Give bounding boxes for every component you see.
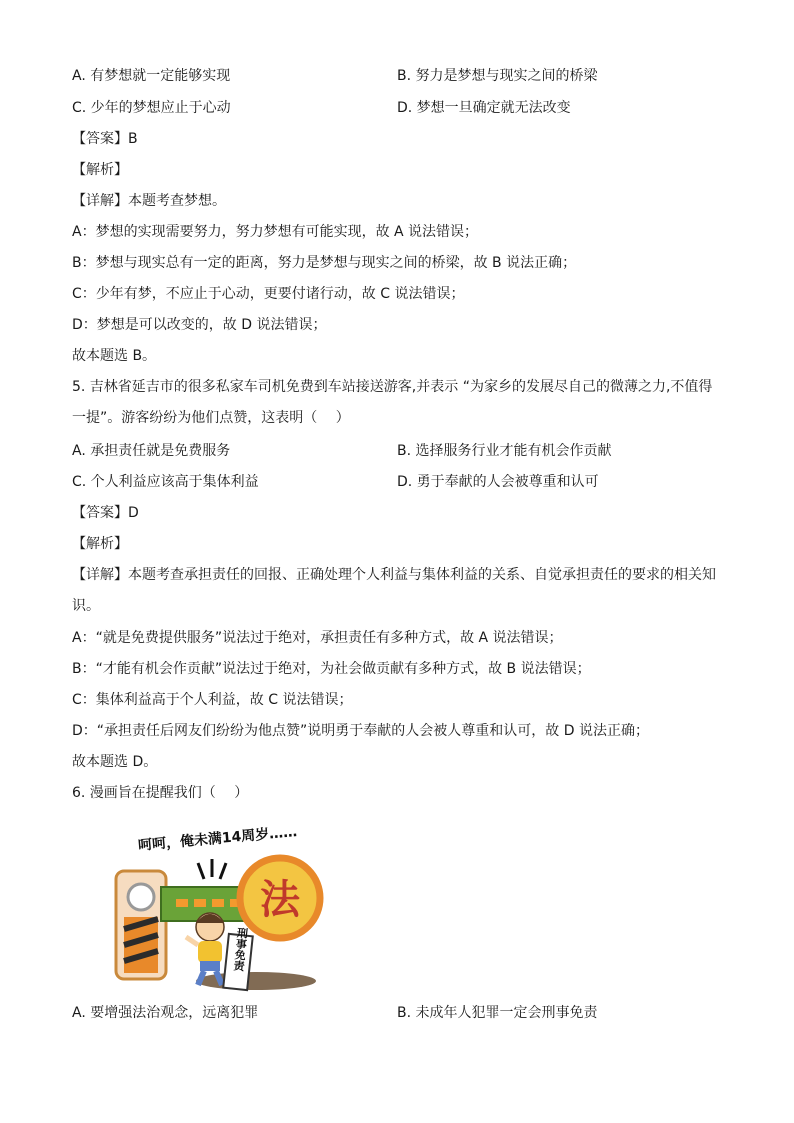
q4-detail: 【详解】本题考查梦想。: [72, 193, 226, 209]
q5-answer: 【答案】D: [72, 505, 139, 521]
q5-explanation-d: D：“承担责任后网友们纷纷为他点赞”说明勇于奉献的人会被人尊重和认可，故 D 说法正确；: [72, 723, 649, 739]
immunity-sign-text: 刑事免责: [231, 926, 250, 972]
q6-option-a: A. 要增强法治观念，远离犯罪: [72, 1005, 259, 1021]
boy-figure: [186, 913, 224, 985]
q5-conclusion: 故本题选 D。: [72, 754, 158, 770]
ground-shadow: [196, 972, 316, 990]
cartoon-caption: 呵呵，俺未满14周岁……: [137, 824, 298, 854]
q5-stem: 5. 吉林省延吉市的很多私家车司机免费到车站接送游客,并表示 “为家乡的发展尽自己的微薄之力,不值得一提”。游客纷纷为他们点赞，这表明（ ）: [72, 379, 713, 426]
q5-option-c: C. 个人利益应该高于集体利益: [72, 474, 259, 490]
q5-option-a: A. 承担责任就是免费服务: [72, 443, 231, 459]
immunity-sign: [223, 925, 253, 990]
q5-analysis-heading: 【解析】: [72, 536, 128, 552]
q4-option-a: A. 有梦想就一定能够实现: [72, 68, 231, 84]
q5-detail: 【详解】本题考查承担责任的回报、正确处理个人利益与集体利益的关系、自觉承担责任的要求的相关知识。: [72, 567, 716, 614]
law-emblem-character: 法: [260, 876, 300, 923]
q4-option-d: D. 梦想一旦确定就无法改变: [397, 100, 571, 116]
law-cartoon-illustration: [106, 813, 334, 993]
q5-explanation-a: A：“就是免费提供服务”说法过于绝对，承担责任有多种方式，故 A 说法错误；: [72, 630, 563, 646]
q5-option-b: B. 选择服务行业才能有机会作贡献: [397, 443, 612, 459]
q4-explanation-c: C：少年有梦，不应止于心动，更要付诸行动，故 C 说法错误；: [72, 286, 465, 302]
q6-option-b: B. 未成年人犯罪一定会刑事免责: [397, 1005, 598, 1021]
surprise-lines: [198, 859, 226, 879]
gate-post-lamp: [128, 884, 154, 910]
q4-explanation-a: A：梦想的实现需要努力，努力梦想有可能实现，故 A 说法错误；: [72, 224, 479, 240]
q6-stem: 6. 漫画旨在提醒我们（ ）: [72, 785, 249, 801]
q5-option-d: D. 勇于奉献的人会被尊重和认可: [397, 474, 599, 490]
q4-explanation-d: D：梦想是可以改变的，故 D 说法错误；: [72, 317, 327, 333]
q4-analysis-heading: 【解析】: [72, 162, 128, 178]
q4-conclusion: 故本题选 B。: [72, 348, 157, 364]
q5-explanation-b: B：“才能有机会作贡献”说法过于绝对，为社会做贡献有多种方式，故 B 说法错误；: [72, 661, 591, 677]
q4-option-c: C. 少年的梦想应止于心动: [72, 100, 231, 116]
q4-option-b: B. 努力是梦想与现实之间的桥梁: [397, 68, 598, 84]
law-cartoon: [106, 813, 334, 993]
q5-explanation-c: C：集体利益高于个人利益，故 C 说法错误；: [72, 692, 353, 708]
q4-answer: 【答案】B: [72, 131, 138, 147]
q4-explanation-b: B：梦想与现实总有一定的距离，努力是梦想与现实之间的桥梁，故 B 说法正确；: [72, 255, 577, 271]
